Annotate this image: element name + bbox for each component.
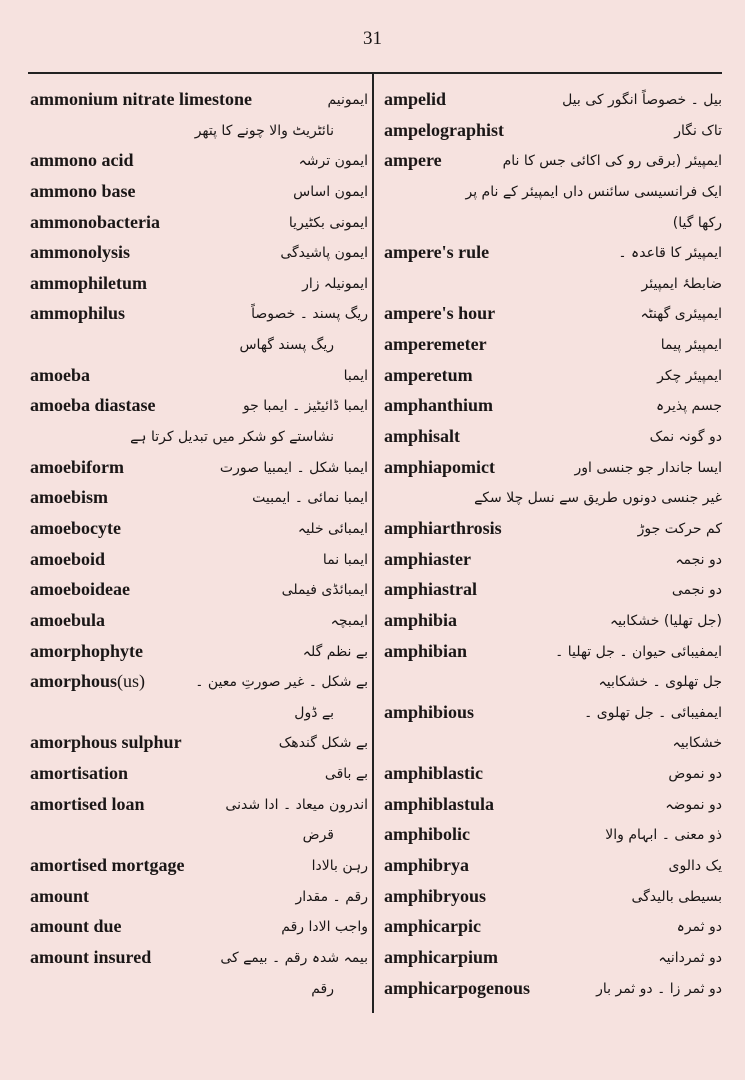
dictionary-entry <box>30 699 368 730</box>
entry-urdu-gloss: ایمپیئر (برقی رو کی اکائی جس کا نام <box>502 153 722 170</box>
entry-term <box>30 271 147 295</box>
entry-term-text: amphicarpogenous <box>384 977 531 998</box>
entry-term-text: amoeba diastase <box>30 395 156 416</box>
entry-term <box>384 853 469 877</box>
entry-urdu-gloss: بے شکل گندھک <box>278 735 368 752</box>
entry-term <box>30 301 125 325</box>
dictionary-entry <box>30 178 368 209</box>
entry-urdu-gloss: رقم ۔ مقدار <box>295 888 368 905</box>
entry-urdu-gloss: (جل تھلیا) خشکابیہ <box>609 612 722 629</box>
entry-term <box>30 485 108 509</box>
dictionary-entry <box>384 515 722 546</box>
entry-term <box>30 945 151 969</box>
dictionary-entry <box>384 86 722 117</box>
dictionary-entry <box>30 331 368 362</box>
entry-term-text: amorphous sulphur <box>30 732 182 753</box>
entry-term-text: amphiaster <box>384 548 471 569</box>
entry-term <box>30 516 121 540</box>
dictionary-entry <box>30 270 368 301</box>
dictionary-entry <box>30 454 368 485</box>
dictionary-entry <box>384 270 722 301</box>
entry-urdu-gloss: نائٹریٹ والا چونے کا پتھر <box>194 122 334 139</box>
dictionary-entry <box>30 300 368 331</box>
entry-urdu-gloss: دو نموض <box>668 766 722 783</box>
dictionary-entry <box>384 576 722 607</box>
entry-term-text: amphiarthrosis <box>384 517 502 538</box>
entry-urdu-gloss: ایک فرانسیسی سائنس داں ایمپیئر کے نام پر <box>465 183 722 200</box>
entry-urdu-gloss: ایمبائڈی فیملی <box>281 582 368 599</box>
entry-urdu-gloss: بے باقی <box>324 766 368 783</box>
entry-term <box>384 148 442 172</box>
entry-urdu-gloss: ایسا جاندار جو جنسی اور <box>574 459 722 476</box>
entry-urdu-gloss: ذو معنی ۔ ابہام والا <box>605 827 722 844</box>
dictionary-entry <box>384 760 722 791</box>
entry-term-text: amoebula <box>30 609 106 630</box>
entry-urdu-gloss: ایمون ترشہ <box>298 153 368 170</box>
entry-term <box>384 240 489 264</box>
entry-term <box>30 393 156 417</box>
dictionary-entry <box>30 117 368 148</box>
entry-term <box>30 179 136 203</box>
dictionary-entry <box>384 362 722 393</box>
top-rule <box>28 72 722 74</box>
entry-term-text: amphiblastula <box>384 793 495 814</box>
dictionary-entry <box>384 638 722 669</box>
entry-term <box>30 148 134 172</box>
entry-urdu-gloss: دو گونہ نمک <box>649 429 722 446</box>
entry-urdu-gloss: بے نظم گلہ <box>302 643 368 660</box>
entry-term <box>30 363 90 387</box>
dictionary-entry <box>30 975 368 1006</box>
dictionary-entry <box>30 852 368 883</box>
entry-term <box>384 914 481 938</box>
dictionary-entry <box>384 117 722 148</box>
entry-term-text: amphiastral <box>384 579 478 600</box>
entry-urdu-gloss: دو ثمرہ <box>676 919 722 936</box>
entry-urdu-gloss: ایمونی بکٹیریا <box>288 214 368 231</box>
entry-term-text: ammonolysis <box>30 242 131 263</box>
entry-urdu-gloss: تاک نگار <box>674 122 722 139</box>
entry-term-text: amorphous <box>30 671 118 692</box>
dictionary-entry <box>30 729 368 760</box>
entry-term <box>384 700 474 724</box>
entry-urdu-gloss: بسیطی بالیدگی <box>631 888 722 905</box>
entry-urdu-gloss: ریگ پسند ۔ خصوصاً <box>251 306 368 323</box>
entry-term-text: amphibian <box>384 640 468 661</box>
entry-term-text: amphiapomict <box>384 456 496 477</box>
dictionary-entry <box>384 913 722 944</box>
entry-term-text: ammophilus <box>30 303 126 324</box>
entry-term-text: amphisalt <box>384 426 461 447</box>
entry-term-text: amount <box>30 885 90 906</box>
entry-urdu-gloss: دو ثمر زا ۔ دو ثمر بار <box>596 980 722 997</box>
entry-urdu-gloss: دو ثمردانیہ <box>658 949 722 966</box>
entry-term <box>30 669 145 693</box>
entry-term <box>384 761 483 785</box>
entry-term-text: amount due <box>30 916 122 937</box>
entry-term <box>30 608 105 632</box>
dictionary-entry <box>384 423 722 454</box>
entry-term-text: amoebism <box>30 487 108 508</box>
entry-term <box>384 87 446 111</box>
entry-term <box>30 730 182 754</box>
dictionary-entry <box>384 546 722 577</box>
dictionary-entry <box>30 607 368 638</box>
entry-term-text: amphibious <box>384 701 475 722</box>
dictionary-entry <box>30 883 368 914</box>
entry-term-text: amoebocyte <box>30 517 121 538</box>
dictionary-entry <box>384 392 722 423</box>
entry-urdu-gloss: ایمفیبائی ۔ جل تھلوی ۔ <box>584 704 722 721</box>
dictionary-entry <box>384 668 722 699</box>
dictionary-entry <box>384 852 722 883</box>
entry-term-text: amphibryous <box>384 885 487 906</box>
entry-term-text: ammonium nitrate limestone <box>30 89 252 109</box>
dictionary-entry <box>30 86 368 117</box>
dictionary-entry <box>384 975 722 1006</box>
dictionary-entry <box>384 331 722 362</box>
entry-urdu-gloss: دو نجمی <box>671 582 722 599</box>
entry-term-text: amoeboid <box>30 548 106 569</box>
entry-term-text: amphicarpic <box>384 916 481 937</box>
dictionary-entry <box>30 392 368 423</box>
entry-term-text: amphicarpium <box>384 946 499 967</box>
entry-term-text: amphibolic <box>384 824 471 845</box>
entry-urdu-gloss: ایمبائی خلیہ <box>297 520 368 537</box>
dictionary-entry <box>30 821 368 852</box>
dictionary-entry <box>384 484 722 515</box>
entry-term <box>384 792 494 816</box>
entry-term-text: ampelographist <box>384 119 505 140</box>
entry-urdu-gloss: یک دالوی <box>668 858 722 875</box>
entry-term <box>30 761 128 785</box>
entry-term-text: ampere's hour <box>384 303 496 324</box>
entry-term <box>384 976 530 1000</box>
entry-term <box>30 455 124 479</box>
entry-urdu-gloss: دو نموضہ <box>665 796 722 813</box>
dictionary-entry <box>384 699 722 730</box>
entry-term <box>30 240 130 264</box>
entry-urdu-gloss: ایمبا نما <box>322 551 368 568</box>
entry-term-text: amorphophyte <box>30 640 144 661</box>
entry-term <box>30 210 160 234</box>
entry-urdu-gloss: ایمون پاشیدگی <box>280 245 368 262</box>
entry-urdu-gloss: ایمبا ڈائیٹیز ۔ ایمبا جو <box>242 398 368 415</box>
dictionary-entry <box>384 791 722 822</box>
entry-term-text: ampelid <box>384 89 447 109</box>
entry-term-text: amoeboideae <box>30 579 130 600</box>
entry-urdu-gloss: رقم <box>311 980 334 997</box>
entry-term <box>384 547 471 571</box>
dictionary-entry <box>30 209 368 240</box>
entry-term <box>30 577 130 601</box>
entry-urdu-gloss: ایمپیئر چکر <box>657 367 722 384</box>
entry-term <box>384 424 460 448</box>
entry-term <box>30 884 89 908</box>
dictionary-entry <box>30 791 368 822</box>
entry-urdu-gloss: جل تھلوی ۔ خشکابیہ <box>598 674 722 691</box>
entry-urdu-gloss: جسم پذیرہ <box>656 398 722 415</box>
dictionary-entry <box>30 944 368 975</box>
entry-term-text: amortised mortgage <box>30 855 185 876</box>
entry-urdu-gloss: بیمہ شدہ رقم ۔ بیمے کی <box>220 949 368 966</box>
entry-urdu-gloss: ایمبچہ <box>330 612 368 629</box>
dictionary-entry <box>30 484 368 515</box>
dictionary-entry <box>384 883 722 914</box>
entry-term-text: amperemeter <box>384 334 487 355</box>
dictionary-entry <box>30 760 368 791</box>
entry-term-text: amount insured <box>30 946 152 967</box>
entry-urdu-gloss: بیل ۔ خصوصاً انگور کی بیل <box>562 92 722 108</box>
entry-term-text: amphibrya <box>384 855 470 876</box>
right-column <box>384 86 722 1005</box>
entry-urdu-gloss: بے شکل ۔ غیر صورتِ معین ۔ <box>195 674 368 691</box>
dictionary-entry <box>30 239 368 270</box>
dictionary-entry <box>30 423 368 454</box>
entry-term <box>384 393 493 417</box>
entry-term-text: ammophiletum <box>30 272 147 293</box>
entry-urdu-gloss: ایمفیبائی حیوان ۔ جل تھلیا ۔ <box>555 643 722 660</box>
dictionary-entry <box>384 147 722 178</box>
entry-urdu-gloss: ایمون اساس <box>293 183 368 200</box>
entry-urdu-gloss: ایمبا نمائی ۔ ایمبیت <box>252 490 368 507</box>
page-number: 31 <box>363 28 382 49</box>
entry-term-text: amphanthium <box>384 395 494 416</box>
entry-urdu-gloss: ایمبا شکل ۔ ایمبیا صورت <box>219 459 368 476</box>
entry-term-text: amortisation <box>30 763 128 784</box>
entry-term <box>384 516 502 540</box>
entry-urdu-gloss: ایمونیلہ زار <box>302 275 368 292</box>
entry-urdu-gloss: نشاستے کو شکر میں تبدیل کرتا ہے <box>130 429 334 446</box>
entry-term <box>384 118 504 142</box>
entry-term <box>384 608 457 632</box>
entry-urdu-gloss: رکھا گیا) <box>672 214 722 231</box>
dictionary-entry <box>30 576 368 607</box>
entry-term-text: amoeba <box>30 364 90 385</box>
entry-urdu-gloss: ایمبا <box>343 367 368 384</box>
dictionary-entry <box>30 546 368 577</box>
entry-term <box>384 455 495 479</box>
dictionary-entry <box>30 913 368 944</box>
entry-urdu-gloss: ایمپیئر پیما <box>660 337 722 354</box>
entry-term <box>30 792 145 816</box>
entry-term-suffix: (us) <box>117 671 146 692</box>
entry-term-text: amperetum <box>384 364 473 385</box>
entry-term <box>30 914 122 938</box>
entry-urdu-gloss: کم حرکت جوڑ <box>637 520 722 537</box>
entry-term-text: ammono acid <box>30 150 134 171</box>
entry-urdu-gloss: ریگ پسند گھاس <box>239 337 334 354</box>
entry-term-text: amoebiform <box>30 456 124 477</box>
dictionary-entry <box>30 668 368 699</box>
entry-term-text: amphiblastic <box>384 763 484 784</box>
dictionary-entry <box>384 454 722 485</box>
entry-urdu-gloss: ضابطۂ ایمپیئر <box>641 275 722 292</box>
entry-term-text: ampere's rule <box>384 242 490 263</box>
left-column <box>30 86 368 1005</box>
entry-term-text: amphibia <box>384 609 458 630</box>
entry-term <box>384 363 473 387</box>
entry-term <box>384 822 470 846</box>
entry-term <box>384 332 487 356</box>
column-divider <box>372 73 374 1013</box>
entry-term <box>384 945 498 969</box>
entry-urdu-gloss: خشکابیہ <box>672 735 722 752</box>
dictionary-entry <box>384 944 722 975</box>
entry-urdu-gloss: غیر جنسی دونوں طریق سے نسل چلا سکے <box>474 490 722 507</box>
entry-term-text: ammonobacteria <box>30 211 160 232</box>
entry-term <box>384 639 467 663</box>
entry-urdu-gloss: بے ڈول <box>294 704 334 721</box>
entry-term-text: ampere <box>384 150 442 171</box>
entry-term <box>30 639 143 663</box>
dictionary-entry <box>384 178 722 209</box>
entry-urdu-gloss: ایمپیئر کا قاعدہ ۔ <box>618 245 722 262</box>
dictionary-entry <box>30 147 368 178</box>
entry-term <box>30 853 184 877</box>
entry-urdu-gloss: اندرون میعاد ۔ ادا شدنی <box>225 796 368 813</box>
entry-urdu-gloss: دو نجمہ <box>675 551 722 568</box>
entry-term <box>30 87 252 111</box>
entry-term <box>384 301 495 325</box>
dictionary-entry <box>30 638 368 669</box>
entry-term <box>384 577 477 601</box>
dictionary-entry <box>384 300 722 331</box>
dictionary-entry <box>384 209 722 240</box>
entry-term <box>30 547 105 571</box>
entry-term-text: amortised loan <box>30 793 145 814</box>
dictionary-entry <box>30 515 368 546</box>
entry-urdu-gloss: واجب الادا رقم <box>281 919 368 936</box>
entry-urdu-gloss: ایمونیم <box>327 92 368 108</box>
dictionary-entry <box>30 362 368 393</box>
entry-urdu-gloss: رہن بالادا <box>311 858 368 875</box>
dictionary-entry <box>384 729 722 760</box>
dictionary-entry <box>384 607 722 638</box>
dictionary-entry <box>384 239 722 270</box>
entry-term-text: ammono base <box>30 180 136 201</box>
entry-term <box>384 884 486 908</box>
dictionary-entry <box>384 821 722 852</box>
entry-urdu-gloss: ایمپیئری گھنٹہ <box>640 306 722 323</box>
entry-urdu-gloss: قرض <box>302 827 334 844</box>
